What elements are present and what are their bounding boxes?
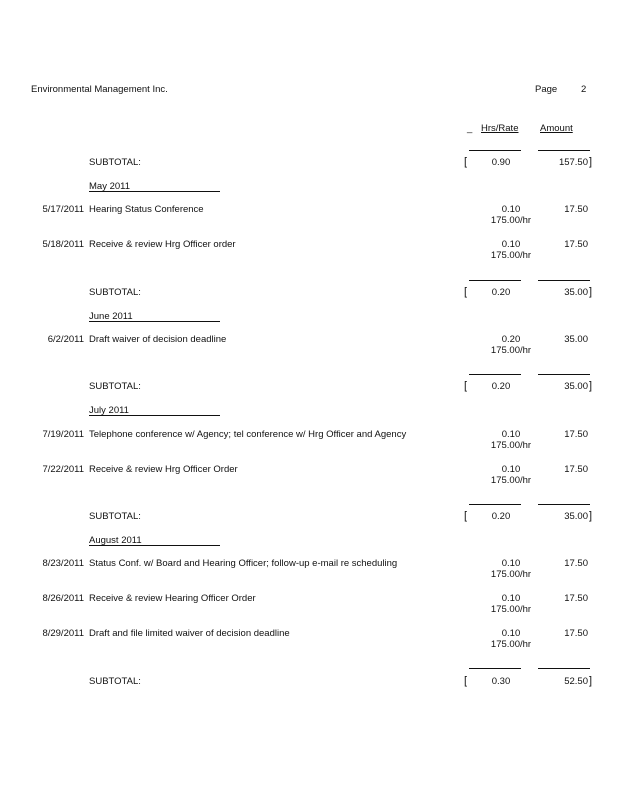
- rule-amount: [538, 280, 590, 281]
- column-marker: _: [467, 123, 473, 134]
- entry-description: Telephone conference w/ Agency; tel conference w/ Hrg Officer and Agency: [89, 429, 407, 440]
- month-heading: May 2011: [89, 181, 131, 192]
- entry-rate: 175.00/hr: [490, 440, 532, 451]
- entry-amount: 17.50: [564, 239, 588, 250]
- rule-hrs: [469, 504, 521, 505]
- entry-amount: 35.00: [564, 334, 588, 345]
- entry-date: 7/19/2011: [42, 429, 84, 440]
- subtotal-hrs: 0.30: [491, 676, 511, 687]
- rule-hrs: [469, 150, 521, 151]
- month-heading: June 2011: [89, 311, 133, 322]
- entry-date: 7/22/2011: [42, 464, 84, 475]
- bracket-left: [: [464, 675, 468, 687]
- month-underline: [89, 415, 220, 416]
- page-number: 2: [581, 84, 587, 95]
- entry-description: Draft waiver of decision deadline: [89, 334, 227, 345]
- entry-rate: 175.00/hr: [490, 639, 532, 650]
- company-name: Environmental Management Inc.: [31, 84, 168, 95]
- subtotal-amount: 157.50: [558, 157, 588, 168]
- bracket-right: ]: [589, 675, 593, 687]
- entry-amount: 17.50: [564, 204, 588, 215]
- subtotal-label: SUBTOTAL:: [89, 287, 141, 298]
- rule-hrs: [469, 280, 521, 281]
- subtotal-label: SUBTOTAL:: [89, 676, 141, 687]
- bracket-left: [: [464, 286, 468, 298]
- entry-description: Receive & review Hearing Officer Order: [89, 593, 256, 604]
- entry-rate: 175.00/hr: [490, 215, 532, 226]
- bracket-right: ]: [589, 510, 593, 522]
- bracket-right: ]: [589, 286, 593, 298]
- entry-hours: 0.10: [501, 429, 521, 440]
- page-label: Page: [535, 84, 558, 95]
- rule-amount: [538, 150, 590, 151]
- subtotal-label: SUBTOTAL:: [89, 157, 141, 168]
- entry-amount: 17.50: [564, 429, 588, 440]
- subtotal-label: SUBTOTAL:: [89, 511, 141, 522]
- entry-description: Status Conf. w/ Board and Hearing Officer; follow-up e-mail re scheduling: [89, 558, 398, 569]
- entry-rate: 175.00/hr: [490, 475, 532, 486]
- entry-amount: 17.50: [564, 593, 588, 604]
- entry-description: Draft and file limited waiver of decision deadline: [89, 628, 290, 639]
- entry-hours: 0.10: [501, 628, 521, 639]
- rule-hrs: [469, 668, 521, 669]
- entry-description: Receive & review Hrg Officer order: [89, 239, 236, 250]
- column-header-hrs-rate: Hrs/Rate: [481, 123, 519, 134]
- subtotal-hrs: 0.20: [491, 511, 511, 522]
- month-underline: [89, 321, 220, 322]
- entry-amount: 17.50: [564, 628, 588, 639]
- entry-description: Hearing Status Conference: [89, 204, 204, 215]
- subtotal-amount: 52.50: [564, 676, 588, 687]
- subtotal-hrs: 0.20: [491, 287, 511, 298]
- subtotal-amount: 35.00: [564, 287, 588, 298]
- rule-hrs: [469, 374, 521, 375]
- entry-date: 5/17/2011: [42, 204, 84, 215]
- entry-rate: 175.00/hr: [490, 250, 532, 261]
- subtotal-amount: 35.00: [564, 511, 588, 522]
- entry-hours: 0.10: [501, 593, 521, 604]
- entry-rate: 175.00/hr: [490, 345, 532, 356]
- entry-rate: 175.00/hr: [490, 604, 532, 615]
- entry-rate: 175.00/hr: [490, 569, 532, 580]
- entry-amount: 17.50: [564, 464, 588, 475]
- month-heading: August 2011: [89, 535, 142, 546]
- rule-amount: [538, 668, 590, 669]
- entry-hours: 0.20: [501, 334, 521, 345]
- bracket-left: [: [464, 380, 468, 392]
- subtotal-amount: 35.00: [564, 381, 588, 392]
- subtotal-hrs: 0.20: [491, 381, 511, 392]
- bracket-left: [: [464, 510, 468, 522]
- month-underline: [89, 191, 220, 192]
- bracket-left: [: [464, 156, 468, 168]
- rule-amount: [538, 504, 590, 505]
- entry-description: Receive & review Hrg Officer Order: [89, 464, 238, 475]
- entry-hours: 0.10: [501, 204, 521, 215]
- entry-hours: 0.10: [501, 464, 521, 475]
- column-header-amount: Amount: [540, 123, 573, 134]
- bracket-right: ]: [589, 156, 593, 168]
- entry-date: 8/23/2011: [42, 558, 84, 569]
- entry-hours: 0.10: [501, 558, 521, 569]
- rule-amount: [538, 374, 590, 375]
- entry-date: 5/18/2011: [42, 239, 84, 250]
- subtotal-hrs: 0.90: [491, 157, 511, 168]
- entry-hours: 0.10: [501, 239, 521, 250]
- month-heading: July 2011: [89, 405, 129, 416]
- entry-date: 8/26/2011: [42, 593, 84, 604]
- month-underline: [89, 545, 220, 546]
- entry-date: 8/29/2011: [42, 628, 84, 639]
- entry-amount: 17.50: [564, 558, 588, 569]
- bracket-right: ]: [589, 380, 593, 392]
- subtotal-label: SUBTOTAL:: [89, 381, 141, 392]
- entry-date: 6/2/2011: [47, 334, 84, 345]
